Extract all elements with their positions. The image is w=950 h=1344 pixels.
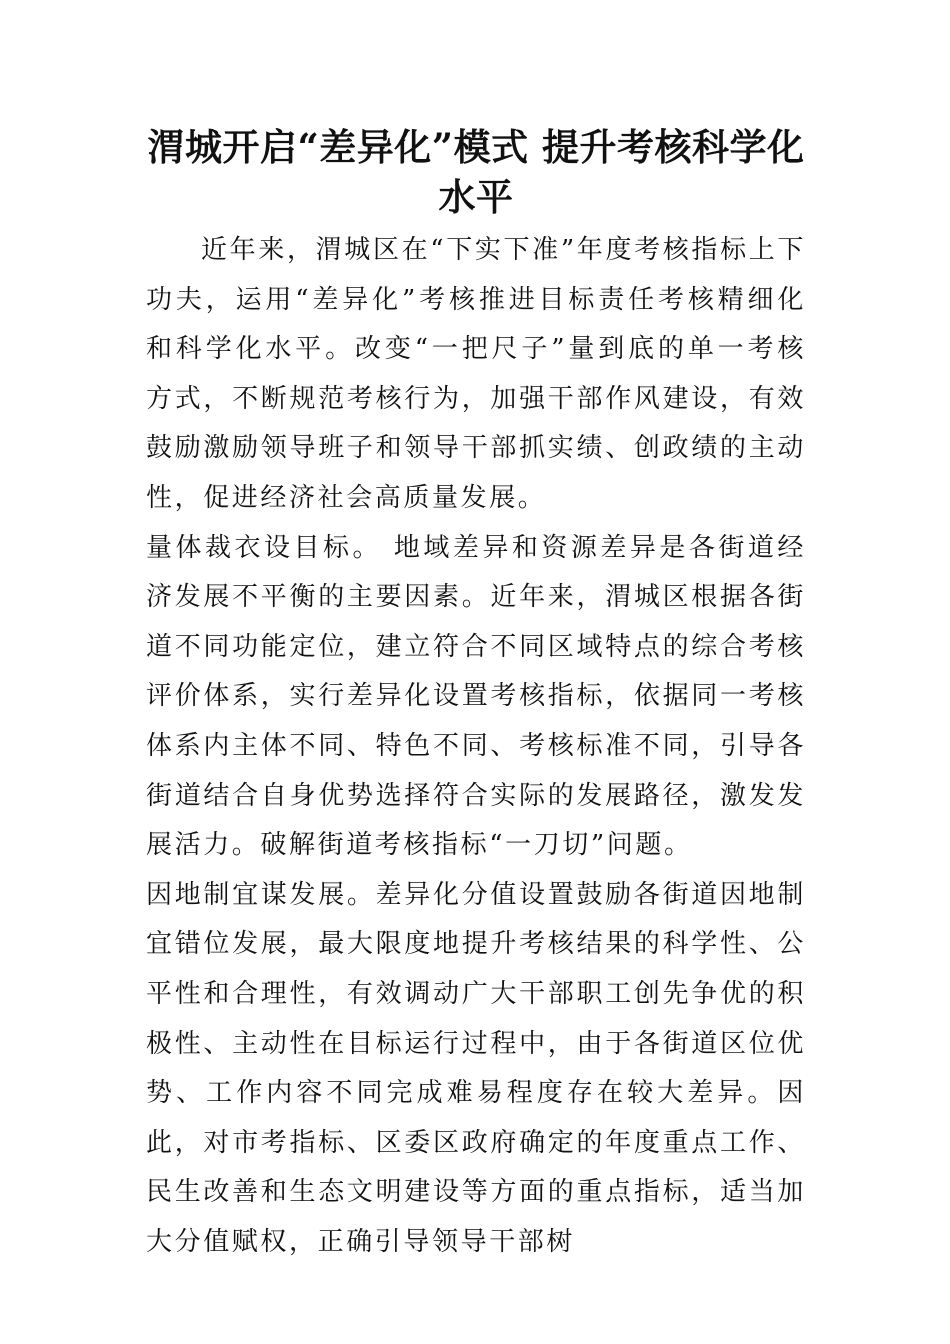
paragraph-lead: 因地制宜谋发展。: [146, 879, 376, 910]
title-line-2: 水平: [438, 175, 514, 219]
paragraph-lead: 量体裁衣设目标。: [146, 532, 383, 563]
paragraph-text: 差异化分值设置鼓励各街道因地制宜错位发展，最大限度地提升考核结果的科学性、公平性和合理性，有效调动广大干部职工创先争优的积极性、主动性在目标运行过程中，由于各街道区位优势、工作内容不同完成难易程度存在较大差异。因此，对市考指标、区委区政府确定的年度重点工作、民生改善和生态文明建设等方面的重点指标，适当加大分值赋权，正确引导领导干部树: [146, 879, 806, 1257]
paragraph-text: 近年来，渭城区在“下实下准”年度考核指标上下功夫，运用“差异化”考核推进目标责任考核精细化和科学化水平。改变“一把尺子”量到底的单一考核方式，不断规范考核行为，加强干部作风建设，有效鼓励激励领导班子和领导干部抓实绩、创政绩的主动性，促进经济社会高质量发展。: [146, 235, 806, 513]
paragraph-text: 地域差异和资源差异是各街道经济发展不平衡的主要因素。近年来，渭城区根据各街道不同功能定位，建立符合不同区域特点的综合考核评价体系，实行差异化设置考核指标，依据同一考核体系内主体不同、特色不同、考核标准不同，引导各街道结合自身优势选择符合实际的发展路径，激发发展活力。破解街道考核指标“一刀切”问题。: [146, 532, 806, 861]
title-line-1: 渭城开启“差异化”模式 提升考核科学化: [147, 125, 805, 169]
document-title: [146, 122, 806, 222]
paragraph-development: [146, 871, 806, 1268]
paragraph-intro: [146, 226, 806, 524]
paragraph-targets: [146, 524, 806, 871]
document-body: [146, 226, 806, 1267]
